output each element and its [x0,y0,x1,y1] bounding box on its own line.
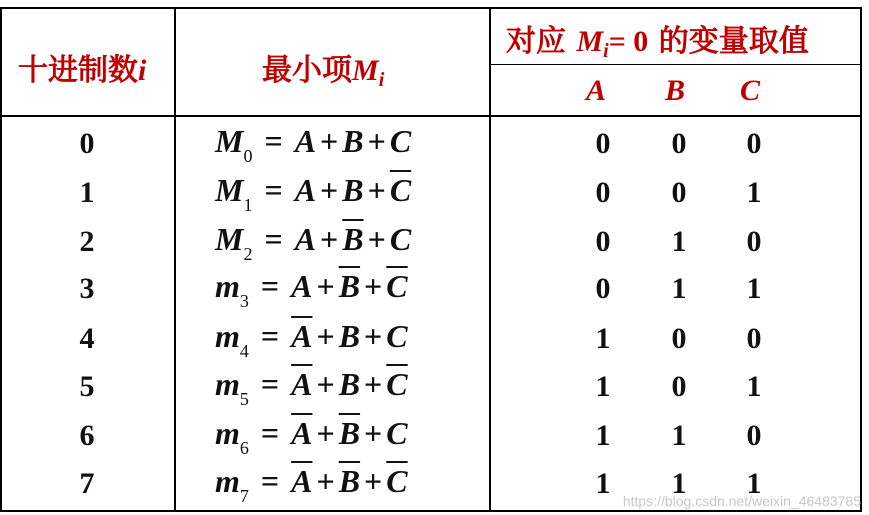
table-border-bottom [0,510,862,512]
bit-a: 1 [595,370,611,403]
literal-a: A [294,172,317,208]
literal-c: C [386,415,408,451]
bit-c: 1 [746,467,762,500]
literal-b: $\overline{B}$ [338,268,361,304]
decimal-cell: 2 [79,225,95,258]
bit-a: 0 [595,272,611,305]
plus-sign: + [367,123,386,159]
minterm-subscript: 6 [239,438,249,458]
literal-c: C [386,318,408,354]
minterm-symbol: m [215,268,240,304]
header-minterm [262,45,384,89]
plus-sign: + [364,415,383,451]
minterm-expression [215,463,408,506]
header-minterm-sub: i [378,69,385,91]
watermark: https://blog.csdn.net/weixin_46483785 [622,493,861,509]
bit-c: 0 [746,322,762,355]
header-var-b: B [665,74,686,107]
header-values-eq: = 0 [608,25,649,58]
bit-b: 1 [671,467,687,500]
header-minterm-var: M [352,54,379,87]
header-subdivider [489,64,862,65]
column-divider-1 [174,7,176,512]
header-values-sub: i [603,40,609,62]
plus-sign: + [316,366,335,402]
equals-sign: = [252,318,288,354]
plus-sign: + [364,463,383,499]
minterm-subscript: 5 [239,389,249,409]
literal-a: $\overline{A}$ [291,463,313,499]
literal-a: $\overline{A}$ [291,415,313,451]
literal-c: $\overline{C}$ [386,268,408,304]
minterm-subscript: 1 [243,195,253,215]
header-var-c: C [740,74,761,107]
literal-a: A [291,268,313,304]
literal-b: $\overline{B}$ [338,463,361,499]
minterm-subscript: 4 [239,341,249,361]
minterm-symbol: M [215,123,244,159]
minterm-symbol: m [215,366,240,402]
minterm-subscript: 2 [243,244,253,264]
literal-c: $\overline{C}$ [386,366,408,402]
bit-c: 0 [746,127,762,160]
plus-sign: + [316,463,335,499]
equals-sign: = [256,172,291,208]
bit-b: 0 [671,322,687,355]
equals-sign: = [252,415,288,451]
decimal-cell: 0 [79,127,95,160]
minterm-symbol: m [215,415,240,451]
equals-sign: = [252,268,288,304]
literal-c: C [389,123,412,159]
minterm-expression [215,172,412,215]
plus-sign: + [364,366,383,402]
table-border-header-bottom [0,115,862,117]
bit-c: 1 [746,370,762,403]
header-values-var: M [576,25,604,58]
equals-sign: = [252,463,288,499]
bit-b: 0 [671,127,687,160]
bit-b: 0 [671,370,687,403]
bit-a: 1 [595,467,611,500]
literal-b: $\overline{B}$ [338,415,361,451]
plus-sign: + [364,318,383,354]
plus-sign: + [320,172,339,208]
minterm-symbol: m [215,318,240,354]
literal-a: A [294,123,317,159]
minterm-expression [215,221,412,264]
equals-sign: = [256,123,291,159]
bit-a: 1 [595,322,611,355]
decimal-cell: 1 [79,176,95,209]
literal-b: B [338,318,361,354]
header-minterm-label: 最小项 [262,53,352,88]
bit-a: 0 [595,225,611,258]
bit-b: 0 [671,176,687,209]
bit-c: 1 [746,176,762,209]
header-decimal-var: i [138,54,147,87]
minterm-symbol: M [215,172,244,208]
table-border-top [0,7,862,9]
minterm-subscript: 7 [239,486,249,506]
bit-b: 1 [671,225,687,258]
header-decimal-label: 十进制数 [18,53,138,88]
plus-sign: + [367,172,386,208]
decimal-cell: 4 [79,322,95,355]
minterm-subscript: 0 [243,146,253,166]
bit-c: 0 [746,225,762,258]
bit-a: 0 [595,127,611,160]
plus-sign: + [320,221,339,257]
header-decimal [18,45,146,89]
literal-c: $\overline{C}$ [389,172,412,208]
equals-sign: = [252,366,288,402]
bit-c: 1 [746,272,762,305]
decimal-cell: 3 [79,272,95,305]
literal-b: B [342,123,364,159]
minterm-expression [215,318,408,361]
decimal-cell: 6 [79,419,95,452]
literal-b: B [342,172,364,208]
equals-sign: = [256,221,291,257]
literal-a: $\overline{A}$ [291,318,313,354]
literal-c: C [389,221,412,257]
plus-sign: + [316,268,335,304]
minterm-expression [215,123,412,166]
plus-sign: + [364,268,383,304]
literal-a: $\overline{A}$ [291,366,313,402]
plus-sign: + [367,221,386,257]
bit-a: 0 [595,176,611,209]
minterm-symbol: M [215,221,244,257]
decimal-cell: 7 [79,467,95,500]
decimal-cell: 5 [79,370,95,403]
minterm-expression [215,268,408,311]
minterm-subscript: 3 [239,291,249,311]
header-values-suffix: 的变量取值 [648,24,809,59]
column-divider-2 [489,7,491,512]
bit-b: 1 [671,272,687,305]
plus-sign: + [316,318,335,354]
header-values-prefix: 对应 [506,24,577,59]
minterm-symbol: m [215,463,240,499]
header-values [506,16,809,60]
literal-b: B [338,366,361,402]
literal-a: A [294,221,317,257]
plus-sign: + [316,415,335,451]
table-border-right [860,7,862,512]
bit-a: 1 [595,419,611,452]
literal-b: $\overline{B}$ [342,221,364,257]
minterm-expression [215,366,408,409]
minterm-expression [215,415,408,458]
header-var-a: A [586,74,607,107]
bit-b: 1 [671,419,687,452]
bit-c: 0 [746,419,762,452]
literal-c: $\overline{C}$ [386,463,408,499]
plus-sign: + [320,123,339,159]
